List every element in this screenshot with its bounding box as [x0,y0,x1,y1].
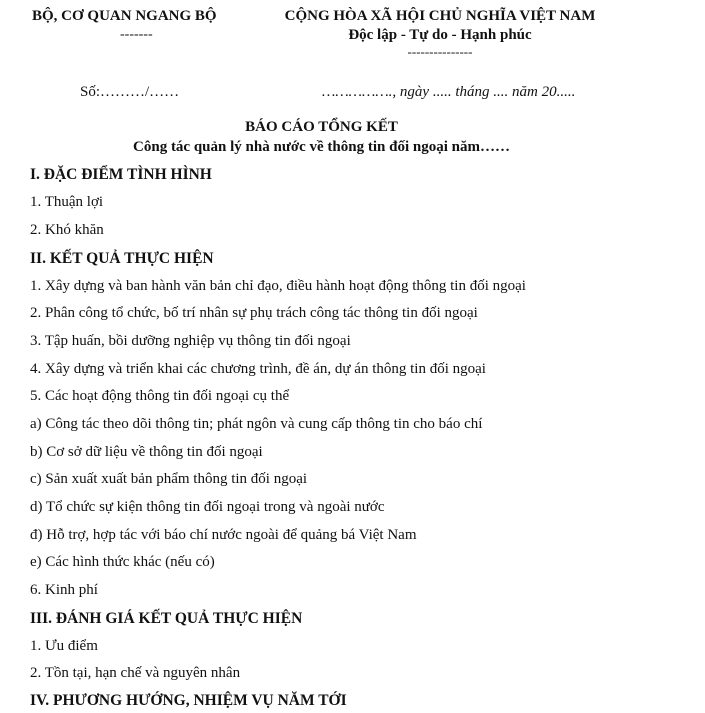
header-right-block [255,8,625,60]
document-subtitle: Công tác quản lý nhà nước về thông tin đối ngoại năm…… [133,139,510,155]
document-title: BÁO CÁO TỔNG KẾT [245,119,398,135]
document-number: Số:………/…… [80,84,180,100]
section-heading-3: III. ĐÁNH GIÁ KẾT QUẢ THỰC HIỆN [30,610,303,627]
list-item: 4. Xây dựng và triển khai các chương trình, đề án, dự án thông tin đối ngoại [30,361,486,377]
list-item: 5. Các hoạt động thông tin đối ngoại cụ thể [30,388,290,404]
list-item: e) Các hình thức khác (nếu có) [30,554,215,570]
motto-divider: --------------- [407,44,473,59]
section-heading-4: IV. PHƯƠNG HƯỚNG, NHIỆM VỤ NĂM TỚI [30,692,347,709]
list-item: 2. Tồn tại, hạn chế và nguyên nhân [30,665,241,681]
org-name: BỘ, CƠ QUAN NGANG BỘ [32,8,217,24]
list-item: 2. Khó khăn [30,222,104,238]
national-motto: Độc lập - Tự do - Hạnh phúc [348,27,532,43]
list-item: 1. Thuận lợi [30,194,104,210]
list-item: 6. Kinh phí [30,582,98,598]
list-item: c) Sản xuất xuất bản phẩm thông tin đối ngoại [30,471,308,487]
list-item: 1. Ưu điểm [30,638,98,654]
list-item: 1. Xây dựng và ban hành văn bản chỉ đạo, điều hành hoạt động thông tin đối ngoại [30,278,526,294]
org-divider: ------- [120,27,153,42]
list-item: 2. Phân công tổ chức, bố trí nhân sự phụ trách công tác thông tin đối ngoại [30,305,478,321]
document-date: ……………., ngày ..... tháng .... năm 20..... [322,84,576,100]
list-item: 3. Tập huấn, bồi dưỡng nghiệp vụ thông tin đối ngoại [30,333,351,349]
list-item: b) Cơ sở dữ liệu về thông tin đối ngoại [30,444,263,460]
section-heading-2: II. KẾT QUẢ THỰC HIỆN [30,250,214,267]
national-title: CỘNG HÒA XÃ HỘI CHỦ NGHĨA VIỆT NAM [284,8,596,24]
list-item: đ) Hỗ trợ, hợp tác với báo chí nước ngoài để quảng bá Việt Nam [30,527,417,543]
header-left-block [32,8,242,43]
list-item: d) Tổ chức sự kiện thông tin đối ngoại trong và ngoài nước [30,499,385,515]
list-item: a) Công tác theo dõi thông tin; phát ngôn và cung cấp thông tin cho báo chí [30,416,483,432]
section-heading-1: I. ĐẶC ĐIỂM TÌNH HÌNH [30,166,212,183]
